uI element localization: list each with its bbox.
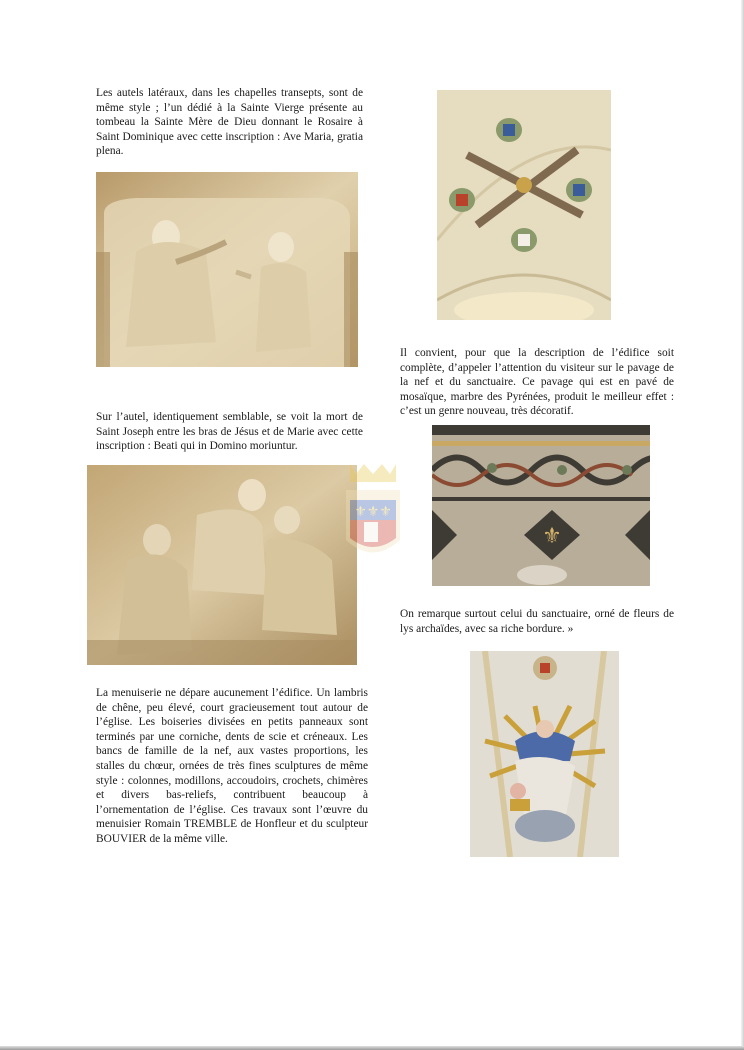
paragraph-mosaic-paving: Il convient, pour que la description de l’édifice soit complète, d’appeler l’attention du visiteur sur le pavage de la nef et du sanctuaire. Ce pavage qui est en pavé de mosaïque, marbre des Pyrénées, produit le meilleur effet : c’est un genre nouveau, très décoratif. — [400, 347, 674, 418]
paragraph-death-of-saint-joseph: Sur l’autel, identiquement semblable, se voit la mort de Saint Joseph entre les bras de Jésus et de Marie avec cette inscription : Beati qui in Domino moriuntur. — [96, 411, 363, 453]
photo-rosary-bas-relief — [96, 172, 358, 367]
mosaic-image — [432, 425, 650, 586]
vault-image — [437, 90, 611, 320]
photo-virgin-in-glory — [470, 651, 619, 857]
bas-relief-image — [96, 172, 358, 367]
photo-saint-joseph-bas-relief — [87, 465, 357, 665]
paragraph-woodwork: La menuiserie ne dépare aucunement l’édifice. Un lambris de chêne, peu élevé, court gracieusement tout autour de l’église. Les boiseries divisées en petits panneaux sont terminés par une corniche, dents de scie et créneaux. Les bancs de famille de la nef, aux vastes proportions, les stalles du chœur, ornées de très fines sculptures de même style : colonnes, modillons, accoudoirs, crochets, chimères et divers bas-reliefs, contribuent beaucoup à l’ornementation de l’église. Ces travaux sont l’œuvre du menuisier Romain TREMBLE de Honfleur et du sculpteur BOUVIER de la même ville. — [96, 687, 368, 845]
photo-mosaic-floor — [432, 425, 650, 586]
coat-of-arms-watermark — [342, 460, 404, 570]
paragraph-sanctuary-fleur-de-lys: On remarque surtout celui du sanctuaire, orné de fleurs de lys archaïdes, avec sa riche bordure. » — [400, 608, 674, 635]
scan-edge-bottom — [0, 1046, 744, 1050]
svg-text:⚜⚜⚜: ⚜⚜⚜ — [354, 504, 392, 520]
svg-text:⚜: ⚜ — [542, 524, 562, 549]
photo-painted-vault — [437, 90, 611, 320]
coat-of-arms-icon — [342, 460, 404, 570]
paragraph-side-altars: Les autels latéraux, dans les chapelles transepts, sont de même style ; l’un dédié à la Sainte Vierge présente au tombeau la Sainte Mère de Dieu donnant le Rosaire à Saint Dominique avec cette inscription : Ave Maria, gratia plena. — [96, 87, 363, 158]
bas-relief-image — [87, 465, 357, 665]
statue-image — [470, 651, 619, 857]
